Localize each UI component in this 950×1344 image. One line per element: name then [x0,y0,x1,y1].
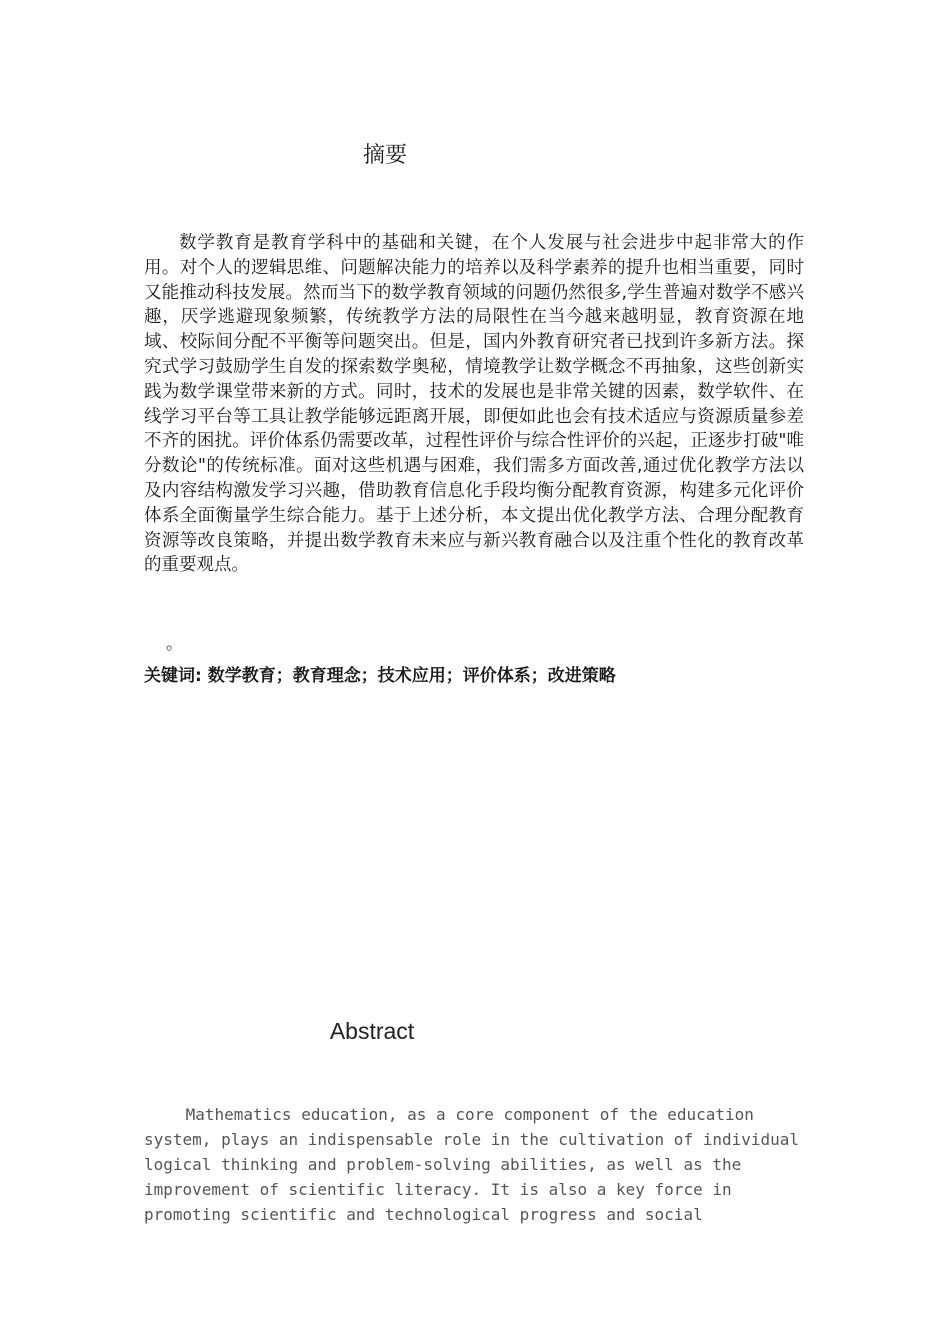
stray-period-mark: 。 [166,634,183,654]
english-abstract-title: Abstract [329,1018,415,1044]
chinese-abstract-title: 摘要 [362,143,407,168]
english-abstract-body: Mathematics education, as a core component of the education system, plays an indispensable role in the cultivation of individual logical thinking and problem-solving abilities, as well as the improvement of scientific literacy. It is also a key force in promoting scientific and technological progress and social [144,1105,800,1224]
keywords-line: 关键词: 数学教育；教育理念；技术应用；评价体系；改进策略 [144,666,616,686]
chinese-abstract-body: 数学教育是教育学科中的基础和关键，在个人发展与社会进步中起非常大的作用。对个人的逻辑思维、问题解决能力的培养以及科学素养的提升也相当重要，同时又能推动科技发展。然而当下的数学教育领域的问题仍然很多,学生普遍对数学不感兴趣，厌学逃避现象频繁，传统教学方法的局限性在当今越来越明显，教育资源在地域、校际间分配不平衡等问题突出。但是，国内外教育研究者已找到许多新方法。探究式学习鼓励学生自发的探索数学奥秘，情境教学让数学概念不再抽象，这些创新实践为数学课堂带来新的方式。同时，技术的发展也是非常关键的因素，数学软件、在线学习平台等工具让教学能够远距离开展，即便如此也会有技术适应与资源质量参差不齐的困扰。评价体系仍需要改革，过程性评价与综合性评价的兴起，正逐步打破"唯分数论"的传统标准。面对这些机遇与困难，我们需多方面改善,通过优化教学方法以及内容结构激发学习兴趣，借助教育信息化手段均衡分配教育资源，构建多元化评价体系全面衡量学生综合能力。基于上述分析，本文提出优化教学方法、合理分配教育资源等改良策略，并提出数学教育未来应与新兴教育融合以及注重个性化的教育改革的重要观点。 [144,233,804,576]
